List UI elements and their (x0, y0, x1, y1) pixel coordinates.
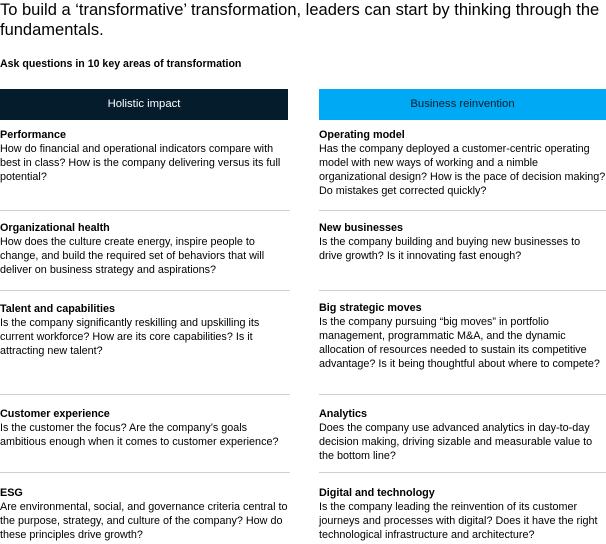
item-heading: Performance (0, 129, 67, 141)
item-heading: Customer experience (0, 408, 110, 420)
list-item-digital-and-technology (319, 486, 606, 542)
divider (0, 290, 290, 291)
list-item-customer-experience (0, 407, 290, 449)
divider (0, 394, 290, 395)
item-heading: Big strategic moves (319, 302, 422, 314)
list-item-performance (0, 128, 290, 184)
divider (0, 472, 290, 473)
item-question: Is the company building and buying new businesses to drive growth? Is it innovating fast enough? (319, 236, 581, 262)
list-item-operating-model (319, 128, 606, 198)
page-subtitle: Ask questions in 10 key areas of transformation (0, 58, 242, 70)
column-header-business-reinvention: Business reinvention (319, 89, 606, 120)
item-question: Are environmental, social, and governance criteria central to the purpose, strategy, and culture of the company? How do these principles drive growth? (0, 501, 288, 541)
item-question: Is the company pursuing “big moves” in portfolio management, programmatic M&A, and the dynamic allocation of resources needed to sustain its competitive advantage? Is it being thoughtful about where to compete? (319, 316, 600, 370)
item-heading: Digital and technology (319, 487, 435, 499)
item-heading: ESG (0, 487, 23, 499)
item-question: Is the company significantly reskilling and upskilling its current workforce? How are its core capabilities? Is it attracting new talent? (0, 317, 260, 357)
item-heading: Organizational health (0, 222, 110, 234)
item-heading: Talent and capabilities (0, 303, 115, 315)
item-heading: Analytics (319, 408, 368, 420)
item-question: Has the company deployed a customer-centric operating model with new ways of working and a nimble organizational design? How is the pace of decision making? Do mistakes get corrected quickly? (319, 143, 606, 197)
divider (319, 210, 606, 211)
item-heading: Operating model (319, 129, 405, 141)
item-question: How does the culture create energy, inspire people to change, and build the required set of behaviors that will deliver on business strategy and aspirations? (0, 236, 265, 276)
list-item-esg (0, 486, 290, 542)
list-item-analytics (319, 407, 606, 463)
item-question: Is the company leading the reinvention of its customer journeys and processes with digital? Does it have the right technological infrastructure and architecture? (319, 501, 598, 541)
list-item-talent-and-capabilities (0, 302, 290, 358)
list-item-new-businesses (319, 221, 606, 263)
divider (319, 394, 606, 395)
divider (319, 472, 606, 473)
item-question: How do financial and operational indicators compare with best in class? How is the company delivering versus its full potential? (0, 143, 281, 183)
page-title: To build a ‘transformative’ transformation, leaders can start by thinking through the fundamentals. (0, 1, 600, 39)
item-heading: New businesses (319, 222, 404, 234)
column-header-holistic-impact: Holistic impact (0, 89, 288, 120)
divider (0, 210, 290, 211)
item-question: Is the customer the focus? Are the company’s goals ambitious enough when it comes to customer experience? (0, 422, 279, 448)
list-item-organizational-health (0, 221, 290, 277)
list-item-big-strategic-moves (319, 301, 606, 371)
item-question: Does the company use advanced analytics in day-to-day decision making, driving sizable and measurable value to the bottom line? (319, 422, 593, 462)
divider (319, 290, 606, 291)
